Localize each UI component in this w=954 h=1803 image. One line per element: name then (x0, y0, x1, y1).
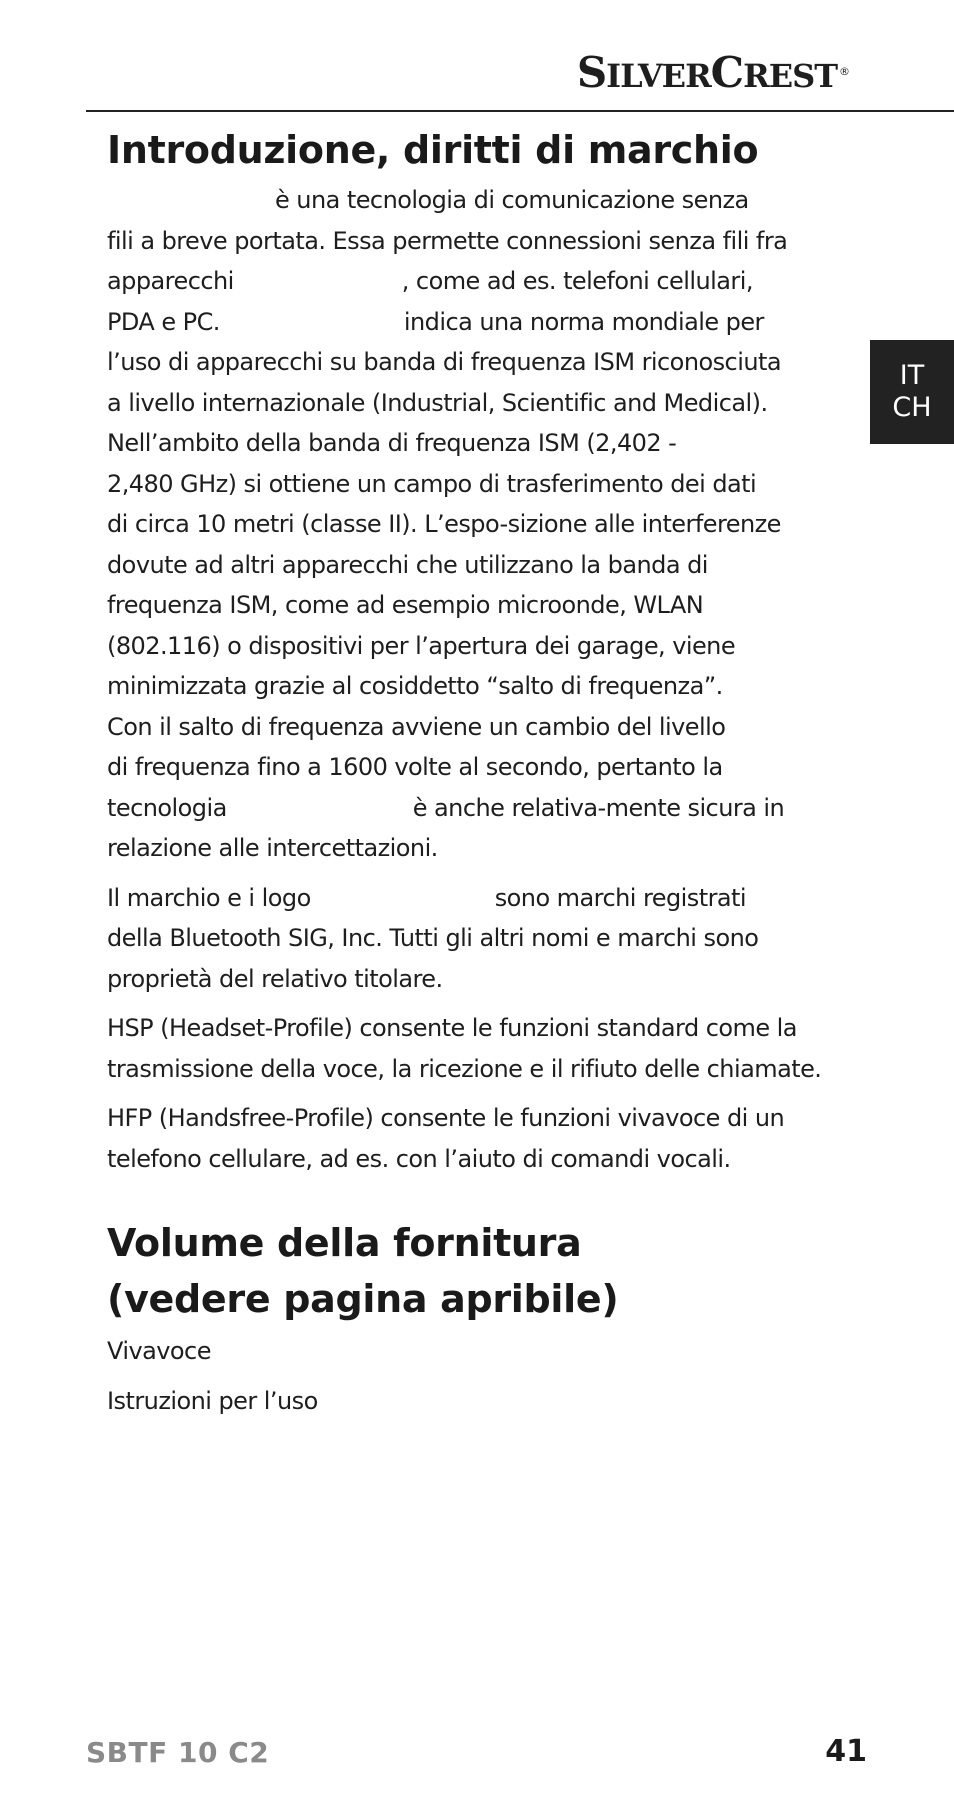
language-code-it: IT (899, 360, 925, 391)
text-line: fili a breve portata. Essa permette connessioni senza fili fra (107, 226, 788, 255)
text-line: dovute ad altri apparecchi che utilizzano la banda di (107, 550, 708, 579)
text-line: relazione alle intercettazioni. (107, 834, 438, 862)
title-line: Volume della fornitura (107, 1221, 582, 1265)
delivery-item: Vivavoce (107, 1337, 211, 1365)
text-line: trasmissione della voce, la ricezione e il rifiuto delle chiamate. (107, 1054, 822, 1083)
text-line: 2,480 GHz) si ottiene un campo di trasferimento dei dati (107, 469, 757, 498)
text-line: frequenza ISM, come ad esempio microonde, WLAN (107, 591, 704, 619)
registered-mark: ® (839, 65, 849, 78)
text-line: della Bluetooth SIG, Inc. Tutti gli altri nomi e marchi sono (107, 924, 759, 952)
text-line: Il marchio e i logo sono marchi registrati (107, 883, 747, 912)
brand-letter-c: C (710, 48, 744, 97)
brand-letter-s: S (576, 48, 607, 97)
footer-page-number: 41 (825, 1734, 867, 1769)
text-line: di frequenza fino a 1600 volte al secondo, pertanto la (107, 753, 723, 781)
text-line: Con il salto di frequenza avviene un cambio del livello (107, 712, 726, 741)
footer-model-number: SBTF 10 C2 (86, 1736, 270, 1769)
text-line: minimizzata grazie al cosiddetto “salto di frequenza”. (107, 672, 723, 700)
text-line: apparecchi , come ad es. telefoni cellulari, (107, 267, 753, 295)
text-line: HFP (Handsfree-Profile) consente le funzioni vivavoce di un (107, 1104, 785, 1132)
hsp-paragraph (107, 1008, 867, 1089)
text-line: a livello internazionale (Industrial, Scientific and Medical). (107, 388, 768, 417)
text-line: tecnologia è anche relativa-mente sicura in (107, 793, 785, 822)
section-title-introduction: Introduzione, diritti di marchio (107, 128, 759, 172)
language-code-ch: CH (892, 392, 932, 423)
intro-paragraph (107, 180, 867, 869)
brand-letters-rest: REST (743, 57, 837, 95)
brand-letters-ilver: ILVER (606, 57, 711, 95)
text-line: è una tecnologia di comunicazione senza (275, 186, 749, 214)
hfp-paragraph (107, 1098, 867, 1179)
text-line: (802.116) o dispositivi per l’apertura dei garage, viene (107, 631, 736, 660)
section-title-delivery-contents (107, 1215, 867, 1327)
text-line: l’uso di apparecchi su banda di frequenza ISM riconosciuta (107, 348, 782, 376)
text-line: proprietà del relativo titolare. (107, 964, 443, 993)
delivery-item: Istruzioni per l’uso (107, 1386, 318, 1415)
text-line: Nell’ambito della banda di frequenza ISM (2,402 - (107, 429, 677, 457)
language-tab (870, 340, 954, 444)
text-line: telefono cellulare, ad es. con l’aiuto di comandi vocali. (107, 1144, 731, 1173)
brand-logo (576, 48, 849, 97)
text-line: di circa 10 metri (classe II). L’espo-sizione alle interferenze (107, 510, 781, 538)
page-content (107, 122, 867, 1421)
text-line: PDA e PC. indica una norma mondiale per (107, 307, 764, 336)
title-line: (vedere pagina apribile) (107, 1277, 619, 1321)
text-line: HSP (Headset-Profile) consente le funzioni standard come la (107, 1014, 797, 1042)
header-rule (86, 110, 954, 112)
trademark-paragraph (107, 878, 867, 1000)
